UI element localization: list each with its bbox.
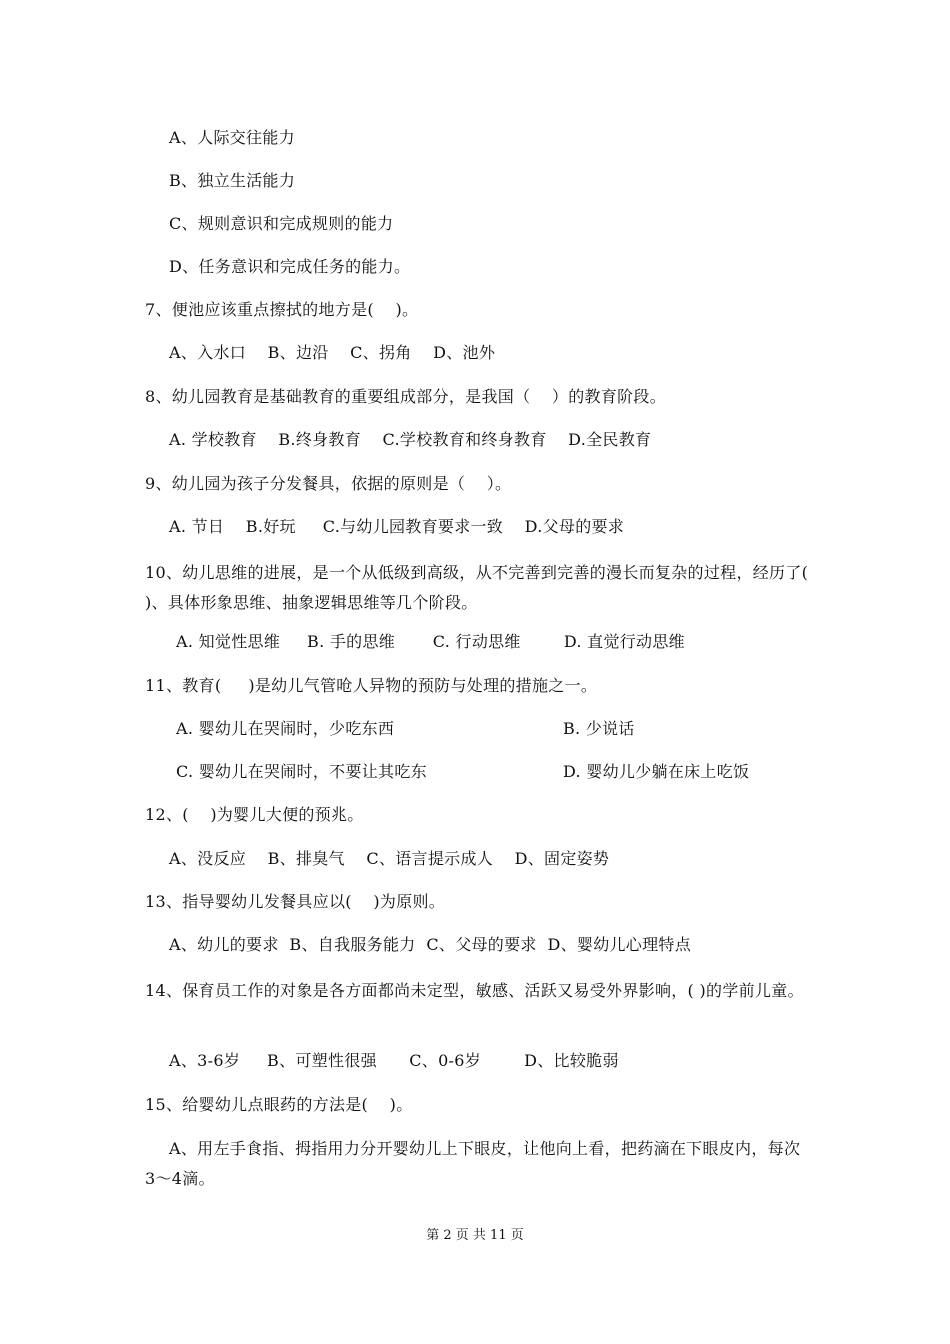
question-11-option-b: B. 少说话 (563, 719, 635, 738)
question-12-options: A、没反应 B、排臭气 C、语言提示成人 D、固定姿势 (169, 849, 610, 868)
question-7-options: A、入水口 B、边沿 C、拐角 D、池外 (169, 343, 496, 362)
question-15-option-a: A、用左手食指、拇指用力分开婴幼儿上下眼皮，让他向上看，把药滴在下眼皮内，每次3～4滴。 (145, 1139, 801, 1188)
page-footer: 第 2 页 共 11 页 (426, 1228, 524, 1243)
question-11-option-d: D. 婴幼儿少躺在床上吃饭 (563, 762, 750, 781)
question-12: 12、( )为婴儿大便的预兆。 (145, 805, 364, 824)
question-13: 13、指导婴幼儿发餐具应以( )为原则。 (145, 892, 446, 911)
q6-option-d: D、任务意识和完成任务的能力。 (169, 257, 411, 276)
q6-option-a: A、人际交往能力 (169, 128, 295, 147)
question-8: 8、幼儿园教育是基础教育的重要组成部分，是我国（ ）的教育阶段。 (145, 387, 667, 406)
question-7: 7、便池应该重点擦拭的地方是( )。 (145, 300, 419, 319)
question-11: 11、教育( )是幼儿气管呛人异物的预防与处理的措施之一。 (145, 676, 598, 695)
question-14: 14、保育员工作的对象是各方面都尚未定型，敏感、活跃又易受外界影响，( )的学前儿童。 (145, 981, 804, 1000)
question-9-options: A. 节日 B.好玩 C.与幼儿园教育要求一致 D.父母的要求 (169, 517, 625, 536)
q6-option-b: B、独立生活能力 (169, 171, 296, 190)
question-15: 15、给婴幼儿点眼药的方法是( )。 (145, 1095, 413, 1114)
question-8-options: A. 学校教育 B.终身教育 C.学校教育和终身教育 D.全民教育 (169, 430, 652, 449)
question-11-option-a: A. 婴幼儿在哭闹时，少吃东西 (176, 719, 395, 738)
question-13-options: A、幼儿的要求 B、自我服务能力 C、父母的要求 D、婴幼儿心理特点 (169, 935, 691, 954)
question-11-option-c: C. 婴幼儿在哭闹时，不要让其吃东 (176, 762, 427, 781)
question-14-options: A、3-6岁 B、可塑性很强 C、0-6岁 D、比较脆弱 (169, 1051, 619, 1070)
q6-option-c: C、规则意识和完成规则的能力 (169, 214, 394, 233)
question-9: 9、幼儿园为孩子分发餐具，依据的原则是（ ）。 (145, 474, 512, 493)
question-10: 10、幼儿思维的进展，是一个从低级到高级，从不完善到完善的漫长而复杂的过程，经历了( )、具体形象思维、抽象逻辑思维等几个阶段。 (145, 563, 809, 612)
question-10-options: A. 知觉性思维 B. 手的思维 C. 行动思维 D. 直觉行动思维 (176, 632, 685, 651)
